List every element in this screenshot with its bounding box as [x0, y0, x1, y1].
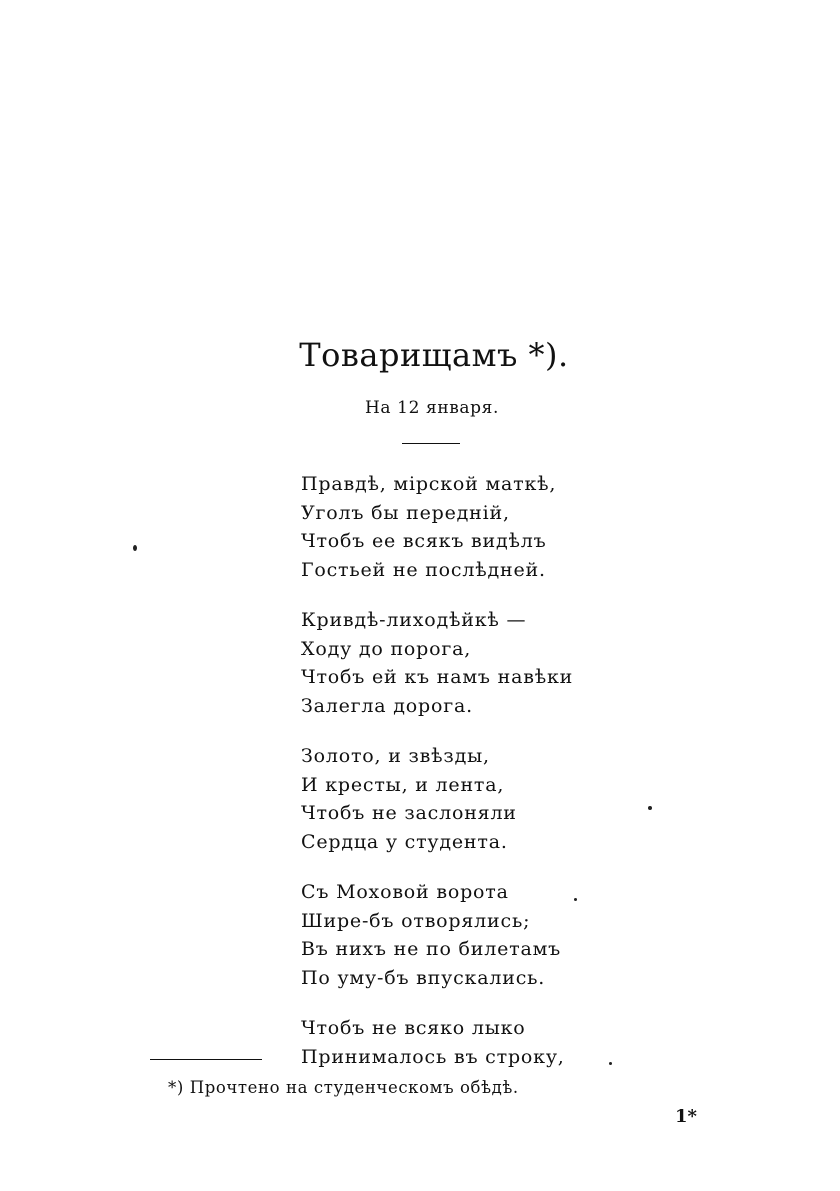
verse-line: Чтобъ не заслоняли: [301, 802, 517, 824]
verse-line: Золото, и звѣзды,: [301, 745, 490, 767]
title-divider: [402, 443, 460, 444]
poem-title: Товарищамъ *).: [299, 336, 569, 374]
stanza: [301, 606, 641, 720]
verse-line: И кресты, и лента,: [301, 773, 505, 796]
scan-speck: [648, 806, 652, 810]
scan-speck: [133, 545, 137, 551]
verse-line: Кривдѣ-лиходѣйкѣ —: [301, 609, 527, 631]
verse-line: Правдѣ, мірской маткѣ,: [301, 473, 557, 495]
verse-line: Чтобъ ей къ намъ навѣки: [301, 666, 574, 688]
verse-line: Съ Моховой ворота: [301, 881, 509, 903]
verse-line: По уму-бъ впускались.: [301, 966, 546, 989]
poem-body: [301, 470, 641, 1093]
scan-speck: [609, 1062, 612, 1065]
verse-line: Чтобъ не всяко лыко: [301, 1017, 526, 1039]
verse-line: Гостьей не послѣдней.: [301, 558, 546, 581]
stanza: [301, 878, 641, 992]
verse-line: Ходу до порога,: [301, 637, 472, 660]
verse-line: Залегла дорога.: [301, 694, 473, 717]
verse-line: Чтобъ ее всякъ видѣлъ: [301, 530, 547, 552]
stanza: [301, 470, 641, 584]
stanza: [301, 742, 641, 856]
signature-mark: 1*: [675, 1106, 697, 1127]
footnote-divider: [150, 1059, 262, 1060]
verse-line: Сердца у студента.: [301, 830, 508, 853]
verse-line: Принималось въ строку,: [301, 1045, 565, 1068]
verse-line: Въ нихъ не по билетамъ: [301, 938, 562, 960]
footnote: *) Прочтено на студенческомъ обѣдѣ.: [168, 1078, 519, 1097]
verse-line: Шире-бъ отворялись;: [301, 909, 531, 932]
poem-subtitle: На 12 января.: [365, 398, 499, 418]
stanza: [301, 1014, 641, 1071]
scan-speck: [574, 898, 577, 901]
verse-line: Уголъ бы передній,: [301, 501, 510, 524]
